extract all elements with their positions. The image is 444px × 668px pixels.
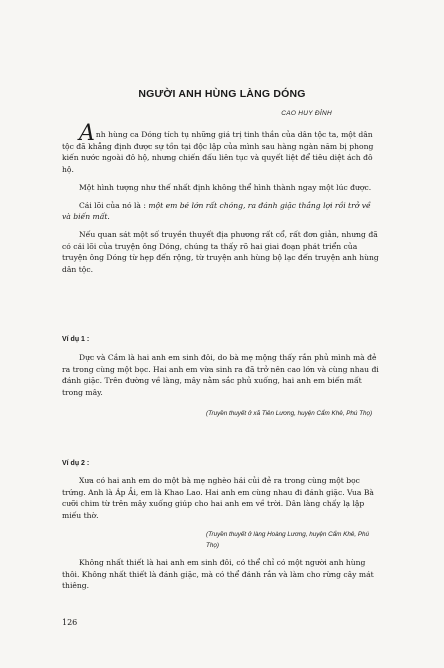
example-2-text [62,475,380,522]
drop-cap: A [79,121,95,146]
paragraph-4: Nếu quan sát một số truyền thuyết địa phương rất cổ, rất đơn giản, nhưng đã có cái lõi của truyện ông Dóng, chúng ta thấy rõ hai giai đoạn phát triển của truyện ông Dóng từ hẹp đến rộng, từ truyện anh hùng bộ lạc đến truyện anh hùng dân tộc. [62,229,379,275]
page-number: 126 [62,618,78,627]
example-2-source: (Truyền thuyết ở làng Hoàng Lương, huyện Cẩm Khê, Phú Thọ) [206,531,370,549]
intro-section [62,121,380,276]
example-1-text [62,352,380,399]
paragraph-3-italic: một em bé lớn rất chóng, ra đánh giặc thắng lợi rồi trở về và biến mất. [62,200,371,222]
paragraph-1-text: nh hùng ca Dóng tích tụ những giá trị tinh thần của dân tộc ta, một dân tộc đã khẳng định được sự tồn tại độc lập của mình sau hàng ngàn năm bị phong kiến nước ngoài đô hộ, nhưng chiến đấu liên tục và quyết liệt để tiêu diệt ách đô hộ. [62,130,374,175]
author-name: CAO HUY ĐỈNH [281,110,332,117]
example-1-paragraph: Dực và Cầm là hai anh em sinh đôi, do bà mẹ mộng thấy rắn phủ mình mà đẻ ra trong cùng một bọc. Hai anh em vừa sinh ra đã trở nên cao lớn và cùng nhau đi đánh giặc. Trên đường về làng, mây nằm sắc phủ xuống, hai anh em biến mất trong mây. [62,353,379,398]
example-2-paragraph: Xưa có hai anh em do một bà mẹ nghèo hái củi đẻ ra trong cùng một bọc trứng. Anh là Áp Ải, em là Khao Lao. Hai anh em cùng nhau đi đánh giặc. Vua Bà cưỡi chim từ trên mây xuống giúp cho hai anh em về trời. Dân làng chấy lạ lập miếu thờ. [62,476,374,521]
paragraph-3-lead: Cái lõi của nó là : [79,200,146,210]
example-1-source: (Truyền thuyết ở xã Tiên Lương, huyện Cẩm Khê, Phú Thọ) [206,410,373,417]
page-title: NGƯỜI ANH HÙNG LÀNG DÓNG [138,88,306,100]
example-1-label: Ví dụ 1 : [62,336,90,343]
paragraph-1 [62,121,380,176]
example-2-label: Ví dụ 2 : [62,460,90,467]
paragraph-3 [62,200,380,223]
closing-section [62,557,380,592]
closing-paragraph: Không nhất thiết là hai anh em sinh đôi, có thể chỉ có một người anh hùng thôi. Không nhất thiết là đánh giặc, mà có thể đánh rắn và làm cho rừng cây mát thiêng. [62,558,374,591]
paragraph-2: Một hình tượng như thế nhất định không thể hình thành ngay một lúc được. [79,182,372,192]
